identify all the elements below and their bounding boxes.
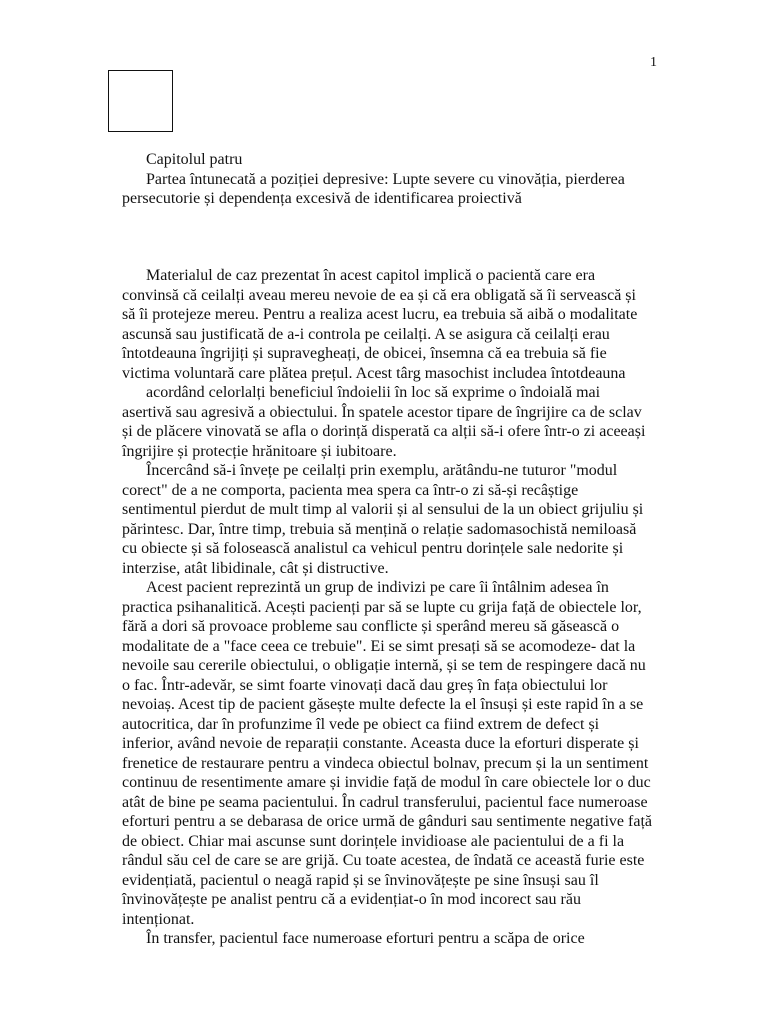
page-number: 1: [650, 55, 657, 70]
paragraph-1: Materialul de caz prezentat în acest capitol implică o pacientă care era convinsă că ceilalți aveau mereu nevoie de ea și că era obligată să îi servească și să îi protejeze mereu. Pentru a realiza acest lucru, ea trebuia să aibă o modalitate ascunsă sau justificată de a-i controla pe ceilalți. A se asigura că ceilalți erau întotdeauna îngrijiți și supravegheați, de obicei, însemna că ea trebuia să fie victima voluntară care plătea prețul. Acest târg masochist includea întotdeauna: [122, 267, 638, 382]
paragraph-3: Încercând să-i învețe pe ceilalți prin exemplu, arătându-ne tuturor "modul corect" de a ne comporta, pacienta mea spera ca într-o zi să-și recâștige sentimentul pierdut de mult timp al valorii și al sensului de la un obiect grijuliu și părintesc. Dar, între timp, trebuia să mențină o relație sadomasochistă nemiloasă cu obiecte și să folosească analistul ca vehicul pentru dorințele sale nedorite și interzise, atât libidinale, cât și distructive.: [122, 462, 644, 577]
paragraph-4: Acest pacient reprezintă un grup de indivizi pe care îi întâlnim adesea în practica psihanalitică. Acești pacienți par să se lupte cu grija față de obiectele lor, fără a dori să provoace probleme sau conflicte și sperând mereu să găsească o modalitate de a "face ceea ce trebuie". Ei se simt presați să se acomodeze- dat la nevoile sau cererile obiectului, o obligație internă, și se tem de respingere dacă nu o fac. Într-adevăr, se simt foarte vinovați dacă dau greș în fața obiectului lor nevoiaș. Acest tip de pacient găsește multe defecte la el însuși și este rapid în a se autocritica, dar în profunzime îl vede pe obiect ca fiind extrem de defect și inferior, având nevoie de reparații constante. Aceasta duce la eforturi disperate și frenetice de restaurare pentru a vindeca obiectul bolnav, precum și la un sentiment continuu de resentimente amare și invidie față de modul în care obiectele lor o duc atât de bine pe seama pacientului. În cadrul transferului, pacientul face numeroase eforturi pentru a se debarasa de orice urmă de gânduri sau sentimente negative față de obiect. Chiar mai ascunse sunt dorințele invidioase ale pacientului de a fi la rândul său cel de care se are grijă. Cu toate acestea, de îndată ce această furie este evidențiată, pacientul o neagă rapid și se învinovățește pe sine însuși sau îl învinovățește pe analist pentru că a evidențiat-o în mod incorect sau rău intenționat.: [122, 579, 652, 928]
chapter-heading: [122, 150, 652, 209]
body-text: [122, 266, 652, 949]
image-placeholder: [108, 70, 173, 132]
chapter-title: Partea întunecată a poziției depresive: Lupte severe cu vinovăția, pierderea persecutorie și dependența excesivă de identificarea proiectivă: [122, 170, 625, 207]
paragraph-5: În transfer, pacientul face numeroase eforturi pentru a scăpa de orice: [146, 930, 585, 947]
paragraph-2: acordând celorlalți beneficiul îndoielii în loc să exprime o îndoială mai asertivă sau agresivă a obiectului. În spatele acestor tipare de îngrijire ca de sclav și de plăcere vinovată se afla o dorință disperată ca alții să-i ofere într-o zi aceeași îngrijire și protecție hrănitoare și iubitoare.: [122, 384, 646, 460]
chapter-label: Capitolul patru: [146, 151, 243, 168]
